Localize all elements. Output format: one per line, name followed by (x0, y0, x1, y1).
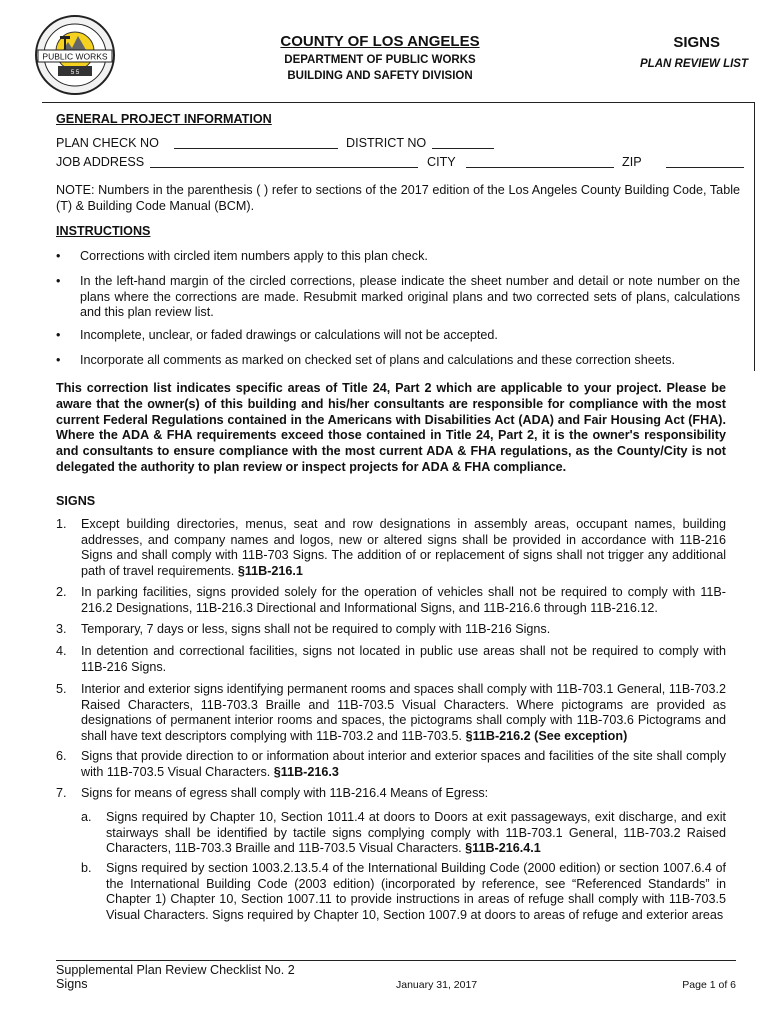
list-item: 6. Signs that provide direction to or information about interior and exterior spaces and facilities of the site shall comply with 11B-703.5 Visual Characters. §11B-216.3 (56, 749, 726, 779)
document-title: SIGNS (673, 34, 720, 51)
list-item: 1. Except building directories, menus, seat and row designations in assembly areas, occupant names, building addresses, and company names and logos, new or altered signs shall be provided in accordance with 11B-216 Signs and shall comply with 11B-703 Signs. The addition of or replacement of signs shall not trigger any additional path of travel requirements. §11B-216.1 (56, 517, 726, 578)
instructions-title: INSTRUCTIONS (56, 224, 151, 238)
footer-page-number: Page 1 of 6 (682, 979, 736, 991)
footer-date: January 31, 2017 (396, 979, 478, 991)
zip-field[interactable] (666, 155, 744, 168)
bullet-icon: • (56, 274, 61, 288)
bullet-icon: • (56, 328, 61, 342)
signs-section-title: SIGNS (56, 494, 96, 508)
sub-list-item: a. Signs required by Chapter 10, Section 1011.4 at doors to Doors at exit passageways, exit discharge, and exit stairways shall be identified by tactile signs complying comply with 11B-703.1 General, 11B-703.2 Raised Characters, 11B-703.3 Braille and 11B-703.5 Visual Characters. §11B-216.4.1 (81, 810, 726, 855)
svg-text:5 5: 5 5 (70, 70, 80, 76)
seal-text: PUBLIC WORKS (42, 51, 108, 62)
district-label: DISTRICT NO (346, 136, 427, 150)
list-item: 7. Signs for means of egress shall comply with 11B-216.4 Means of Egress: (56, 786, 489, 800)
zip-label: ZIP (622, 155, 642, 169)
bullet-icon: • (56, 353, 61, 367)
job-address-field[interactable] (150, 155, 418, 168)
list-item: 5. Interior and exterior signs identifying permanent rooms and spaces shall comply with 11B-703.1 General, 11B-703.2 Raised Characters, 11B-703.3 Braille and 11B-703.5 Visual Characters. Where pictograms are provided as designations of permanent interior rooms and spaces, the pictograms shall comply with 11B-703.6 Pictograms and shall have text descriptors complying with 11B-703.2 and 11B-703.5. §11B-216.2 (See exception) (56, 682, 726, 743)
list-item: 4. In detention and correctional facilities, signs not located in public use areas shall not be required to comply with 11B-216 Signs. (56, 644, 726, 674)
city-field[interactable] (466, 155, 614, 168)
document-subtitle: PLAN REVIEW LIST (640, 58, 748, 70)
general-info-title: GENERAL PROJECT INFORMATION (56, 112, 272, 126)
instruction-item: • In the left-hand margin of the circled corrections, please indicate the sheet number and detail or note number on the plans where the corrections are made. Resubmit marked original plans and two corrected sets of plans, calculations and this plan review list. (56, 274, 740, 319)
footer-checklist: Supplemental Plan Review Checklist No. 2 (56, 963, 295, 977)
list-item: 2. In parking facilities, signs provided solely for the operation of vehicles shall not be required to comply with 11B-216.2 Designations, 11B-216.3 Directional and Informational Signs, and 11B-216.6 through 11B-216.12. (56, 585, 726, 615)
instruction-item: • Corrections with circled item numbers apply to this plan check. (56, 249, 428, 263)
compliance-statement: This correction list indicates specific areas of Title 24, Part 2 which are applicable to your project. Please be aware that the owner(s) of this building and his/her consultants are responsible for compliance with the most current Federal Regulations contained in the Americans with Disabilities Act (ADA) and Fair Housing Act (FHA). Where the ADA & FHA requirements exceed those contained in Title 24, Part 2, it is the owner's responsibility and consultants to ensure compliance with the most current ADA & FHA regulations, as the County/City is not delegated the authority to plan review or inspect projects for ADA & FHA compliance. (56, 381, 726, 474)
footer-divider (56, 960, 736, 961)
district-field[interactable] (432, 136, 494, 149)
bullet-icon: • (56, 249, 61, 263)
division-name: BUILDING AND SAFETY DIVISION (287, 70, 473, 82)
job-address-label: JOB ADDRESS (56, 155, 145, 169)
instruction-item: • Incomplete, unclear, or faded drawings or calculations will not be accepted. (56, 328, 498, 342)
footer-topic: Signs (56, 977, 88, 991)
department-name: DEPARTMENT OF PUBLIC WORKS (284, 54, 476, 66)
plan-check-label: PLAN CHECK NO (56, 136, 159, 150)
public-works-seal-logo (34, 14, 116, 96)
county-name: COUNTY OF LOS ANGELES (280, 33, 480, 50)
list-item: 3. Temporary, 7 days or less, signs shall not be required to comply with 11B-216 Signs. (56, 622, 551, 636)
sub-list-item: b. Signs required by section 1003.2.13.5.4 of the International Building Code (2000 edition) or section 1007.6.4 of the International Building Code (2003 edition) (incorporated by reference, see “Referenced Standards” in Chapter 1) Chapter 10, Section 1007.11 to provide instructions in areas of refuge shall comply with 11B-703.5 Visual Characters. Signs required by Chapter 10, Section 1007.9 at doors to areas of refuge and exterior areas (81, 861, 726, 922)
plan-check-field[interactable] (174, 136, 338, 149)
instruction-item: • Incorporate all comments as marked on checked set of plans and calculations and these correction sheets. (56, 353, 676, 367)
note-text: NOTE: Numbers in the parenthesis ( ) refer to sections of the 2017 edition of the Los Angeles County Building Code, Table (T) & Building Code Manual (BCM). (56, 183, 740, 213)
general-info-box (42, 102, 755, 371)
city-label: CITY (427, 155, 456, 169)
